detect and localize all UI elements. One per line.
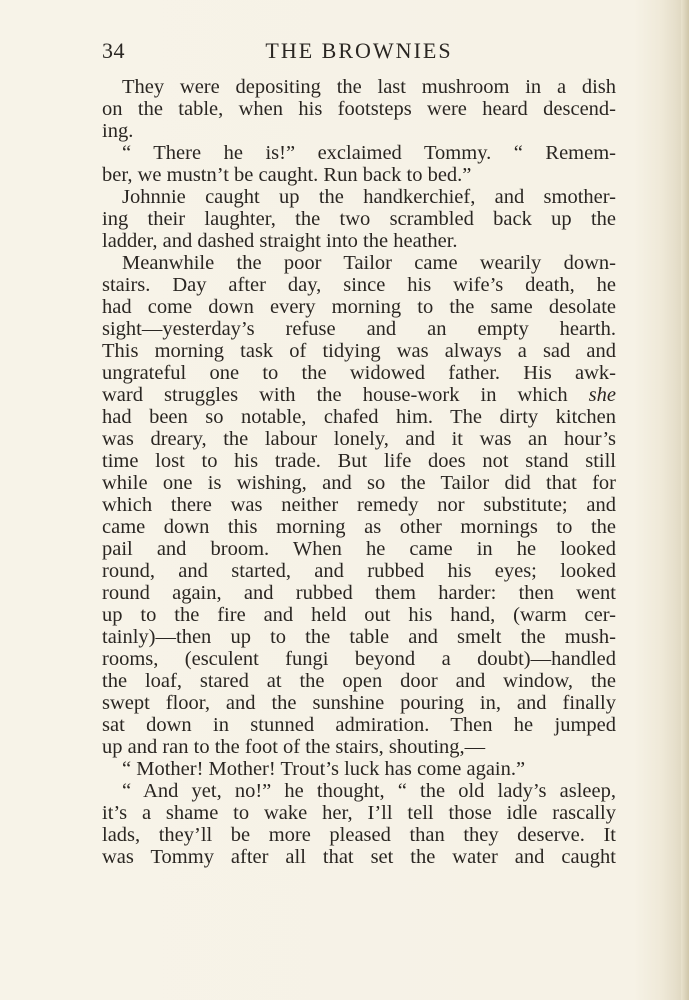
text-line: sat down in stunned admiration. Then he jumped [102, 714, 616, 736]
text-line: while one is wishing, and so the Tailor did that for [102, 472, 616, 494]
text-line: round, and started, and rubbed his eyes; looked [102, 560, 616, 582]
text-line: sight—yesterday’s refuse and an empty hearth. [102, 318, 616, 340]
text-line: Johnnie caught up the handkerchief, and smother- [122, 186, 616, 208]
text-line: “ There he is!” exclaimed Tommy. “ Remem- [122, 142, 616, 164]
body-text [102, 76, 616, 868]
emphasized-word: she [588, 384, 616, 406]
page-header [102, 38, 616, 66]
text-line: “ And yet, no!” he thought, “ the old lady’s asleep, [122, 780, 616, 802]
text-line: had come down every morning to the same desolate [102, 296, 616, 318]
text-line: They were depositing the last mushroom in a dish [122, 76, 616, 98]
text-line: was dreary, the labour lonely, and it was an hour’s [102, 428, 616, 450]
page-number: 34 [102, 38, 125, 63]
text-line: rooms, (esculent fungi beyond a doubt)—handled [102, 648, 616, 670]
text-line: ladder, and dashed straight into the heather. [102, 230, 458, 252]
text-line: had been so notable, chafed him. The dirty kitchen [102, 406, 616, 428]
text-line: ing their laughter, the two scrambled back up the [102, 208, 616, 230]
text-line: This morning task of tidying was always a sad and [102, 340, 616, 362]
text-line: ward struggles with the house-work in which she [102, 384, 616, 406]
text-line: was Tommy after all that set the water and caught [102, 846, 616, 868]
text-line: Meanwhile the poor Tailor came wearily down- [122, 252, 616, 274]
page-edge-shadow [681, 0, 689, 1000]
text-line: stairs. Day after day, since his wife’s death, he [102, 274, 616, 296]
text-line: tainly)—then up to the table and smelt the mush- [102, 626, 616, 648]
text-line: up to the fire and held out his hand, (warm cer- [102, 604, 616, 626]
text-line: the loaf, stared at the open door and window, the [102, 670, 616, 692]
text-line: it’s a shame to wake her, I’ll tell those idle rascally [102, 802, 616, 824]
running-title: THE BROWNIES [265, 38, 453, 63]
text-line: ber, we mustn’t be caught. Run back to bed.” [102, 164, 472, 186]
text-line: ungrateful one to the widowed father. His awk- [102, 362, 616, 384]
text-line: ing. [102, 120, 134, 142]
text-line: came down this morning as other mornings to the [102, 516, 616, 538]
text-line: pail and broom. When he came in he looked [102, 538, 616, 560]
text-line: swept floor, and the sunshine pouring in, and finally [102, 692, 616, 714]
text-line: lads, they’ll be more pleased than they deserve. It [102, 824, 616, 846]
text-line: time lost to his trade. But life does not stand still [102, 450, 616, 472]
text-line: round again, and rubbed them harder: then went [102, 582, 616, 604]
text-line: on the table, when his footsteps were heard descend- [102, 98, 616, 120]
text-line: which there was neither remedy nor substitute; and [102, 494, 616, 516]
text-line: “ Mother! Mother! Trout’s luck has come again.” [122, 758, 526, 780]
text-line: up and ran to the foot of the stairs, shouting,— [102, 736, 486, 758]
